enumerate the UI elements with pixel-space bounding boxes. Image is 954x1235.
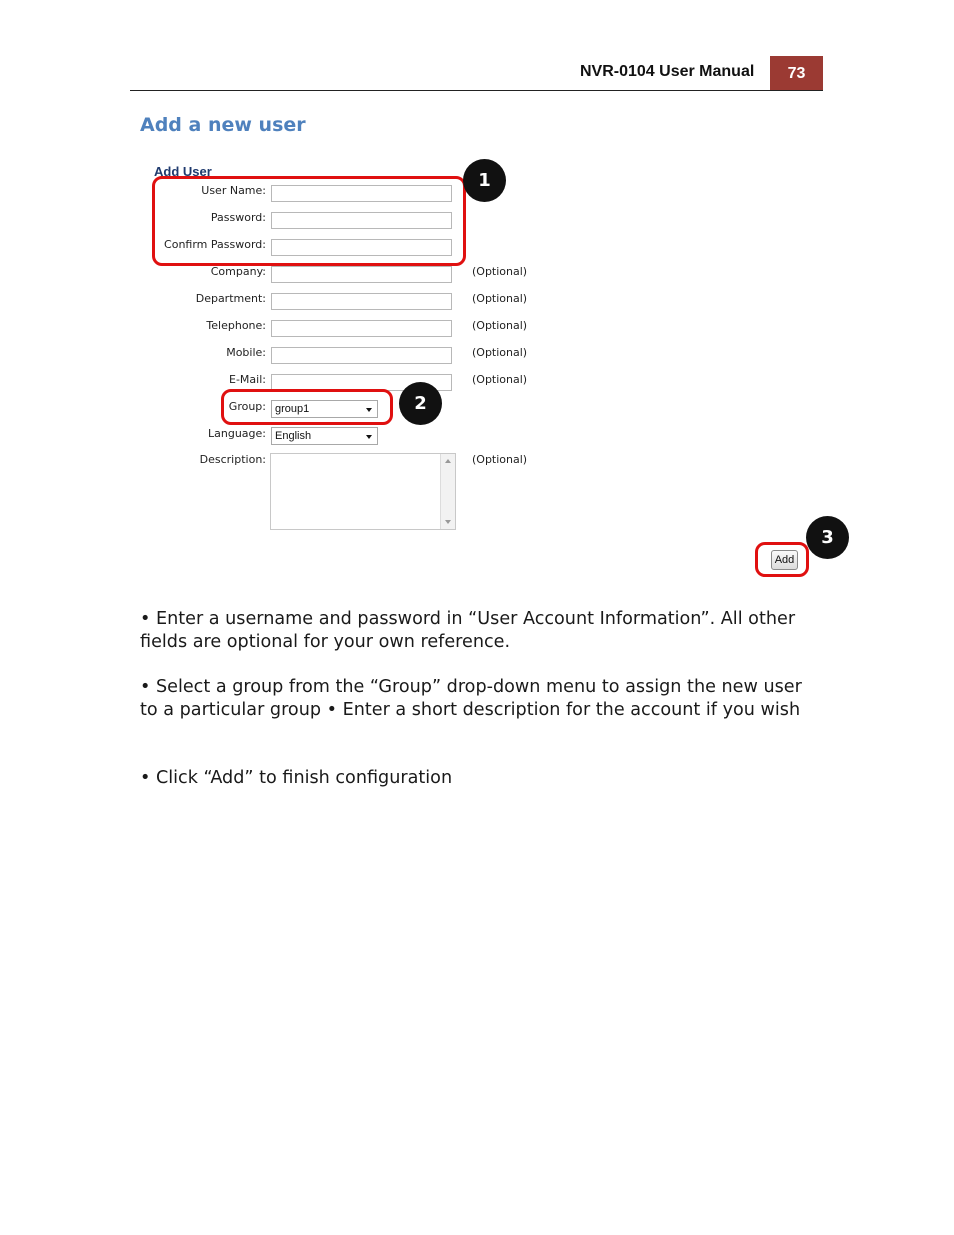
language-select[interactable]	[271, 427, 378, 445]
section-title: Add a new user	[140, 114, 306, 136]
instruction-paragraph: • Enter a username and password in “User Account Information”. All other fields are optional for your own reference.	[140, 609, 796, 652]
callout-badge-3: 3	[806, 516, 849, 559]
company-input[interactable]	[271, 266, 452, 283]
email-label: E-Mail:	[229, 373, 266, 386]
telephone-label: Telephone:	[206, 319, 266, 332]
description-scrollbar[interactable]	[440, 454, 455, 529]
instruction-paragraph: • Select a group from the “Group” drop-down menu to assign the new user to a particular group • Enter a short description for the account if you wish	[140, 677, 802, 720]
callout-badge-1: 1	[463, 159, 506, 202]
password-label: Password:	[210, 211, 266, 224]
callout-ring-account-info	[152, 176, 466, 266]
callout-badge-2: 2	[399, 382, 442, 425]
group-select-value: group1	[275, 403, 310, 415]
language-select-value: English	[275, 430, 312, 442]
description-label: Description:	[199, 453, 266, 466]
callout-ring-group	[221, 389, 393, 425]
mobile-input[interactable]	[271, 347, 452, 364]
manual-title: NVR-0104 User Manual	[580, 63, 755, 80]
email-optional-note: (Optional)	[472, 373, 528, 386]
telephone-input[interactable]	[271, 320, 452, 337]
page-number: 73	[770, 56, 823, 91]
company-optional-note: (Optional)	[472, 265, 528, 278]
instruction-paragraph: • Click “Add” to finish configuration	[140, 768, 453, 788]
group-label: Group:	[228, 400, 266, 413]
confirm-password-label: Confirm Password:	[164, 238, 266, 251]
chevron-down-icon	[366, 435, 372, 439]
telephone-optional-note: (Optional)	[472, 319, 528, 332]
header-divider	[130, 90, 823, 91]
language-label: Language:	[208, 427, 266, 440]
description-textarea[interactable]	[270, 453, 456, 530]
scroll-up-icon[interactable]	[445, 459, 451, 463]
callout-ring-add-button	[755, 542, 809, 577]
user-name-label: User Name:	[201, 184, 266, 197]
description-optional-note: (Optional)	[472, 453, 528, 466]
scroll-down-icon[interactable]	[445, 520, 451, 524]
department-label: Department:	[195, 292, 266, 305]
mobile-label: Mobile:	[226, 346, 266, 359]
department-optional-note: (Optional)	[472, 292, 528, 305]
mobile-optional-note: (Optional)	[472, 346, 528, 359]
company-label: Company:	[210, 265, 266, 278]
department-input[interactable]	[271, 293, 452, 310]
form-title: Add User	[154, 164, 212, 176]
add-button[interactable]: Add	[771, 550, 798, 570]
